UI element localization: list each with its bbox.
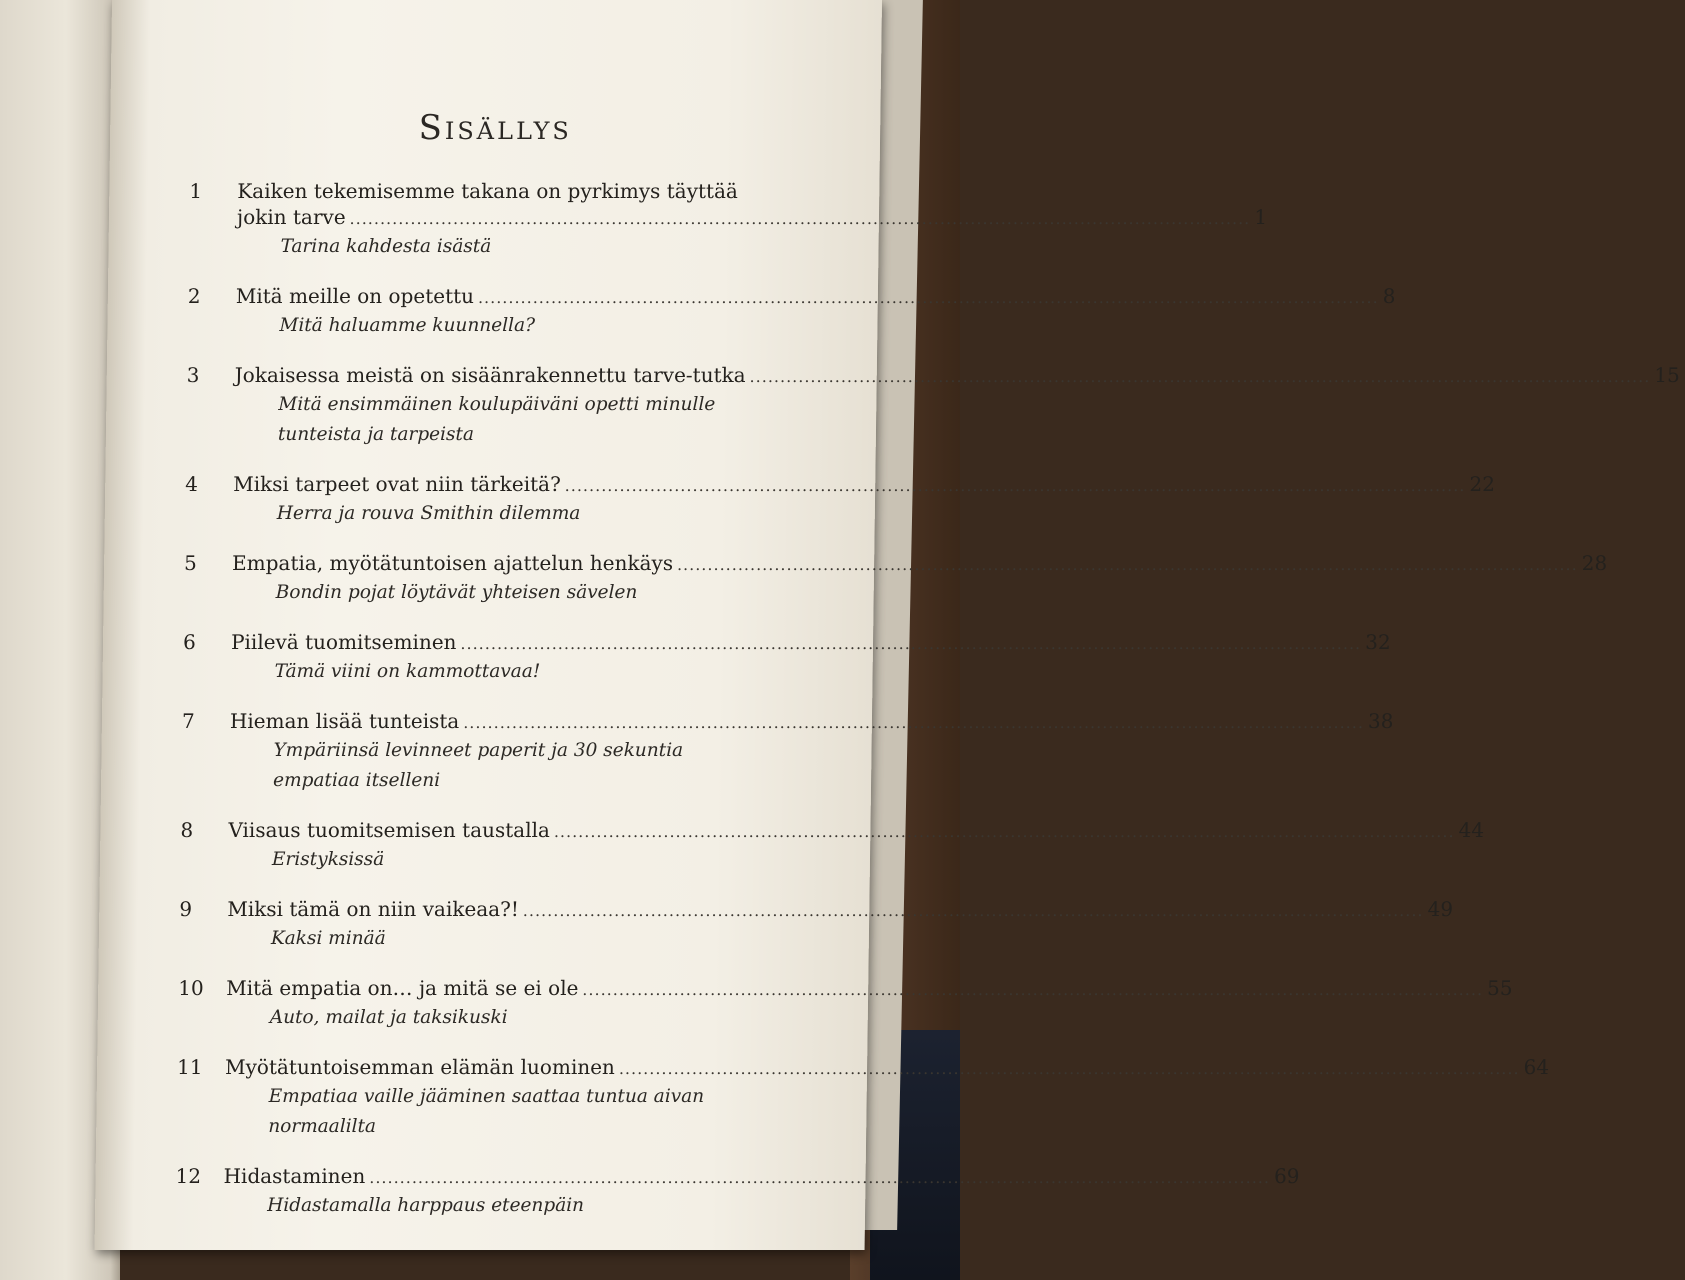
chapter-number: 5 (183, 551, 198, 575)
chapter-subtitle: Eristyksissä (271, 849, 385, 870)
chapter-heading (224, 1054, 1550, 1082)
chapter-heading (226, 975, 1513, 1003)
page-number: 49 (1427, 897, 1454, 921)
chapter-title: Empatia, myötätuntoisen ajattelun henkäys (231, 551, 674, 575)
chapter-title: Miksi tämä on niin vaikeaa?! (227, 897, 520, 921)
chapter-title: Miksi tarpeet ovat niin tärkeitä? (233, 472, 561, 496)
chapter-subtitle: Mitä ensimmäinen koulupäiväni opetti minulle (278, 394, 716, 415)
toc-entry (183, 550, 1608, 608)
book-page (95, 0, 1680, 1250)
table-of-contents (175, 178, 1680, 1242)
chapter-heading (227, 896, 1454, 924)
toc-entry (185, 471, 1496, 529)
chapter-number: 6 (182, 630, 196, 654)
chapter-title: Mitä meille on opetettu (235, 284, 475, 308)
chapter-subtitle: Hidastamalla harppaus eteenpäin (267, 1195, 585, 1216)
chapter-heading (223, 1163, 1300, 1191)
chapter-subtitle: Ympäriinsä levinneet paperit ja 30 sekuntia (273, 740, 684, 761)
dot-leader: .................................................................................................................................................... (553, 822, 1455, 841)
dot-leader: .................................................................................................................................................... (618, 1059, 1520, 1078)
page-number: 8 (1382, 284, 1396, 308)
toc-entry (181, 708, 1394, 796)
page-number: 44 (1458, 818, 1485, 842)
chapter-subtitle: Bondin pojat löytävät yhteisen sävelen (275, 582, 638, 603)
dot-leader: .................................................................................................................................................... (463, 713, 1365, 732)
page-number: 28 (1581, 551, 1608, 575)
toc-entry (175, 1163, 1300, 1221)
chapter-number: 4 (185, 472, 199, 496)
toc-entry (187, 283, 1396, 341)
chapter-subtitle: tunteista ja tarpeista (277, 424, 475, 445)
dot-leader: .................................................................................................................................................... (564, 476, 1466, 495)
page-number: 64 (1523, 1055, 1550, 1079)
chapter-subtitle: empatiaa itselleni (272, 770, 441, 791)
chapter-heading (234, 362, 1680, 390)
toc-entry (176, 1054, 1550, 1142)
chapter-title: Jokaisessa meistä on sisäänrakennettu tarve-tutka (234, 363, 746, 387)
chapter-title: jokin tarve (236, 205, 346, 229)
chapter-subtitle: Herra ja rouva Smithin dilemma (276, 503, 581, 524)
chapter-heading (236, 204, 1268, 232)
chapter-heading (235, 283, 1396, 311)
chapter-subtitle: Tarina kahdesta isästä (280, 236, 492, 257)
chapter-number: 7 (181, 709, 195, 733)
chapter-title: Hidastaminen (223, 1164, 366, 1188)
page-number: 55 (1486, 976, 1513, 1000)
toc-entry (180, 817, 1485, 875)
toc-entry (186, 362, 1680, 450)
chapter-subtitle: Empatiaa vaille jääminen saattaa tuntua aivan (268, 1086, 705, 1107)
toc-entry (179, 896, 1454, 954)
chapter-number: 3 (186, 363, 200, 387)
chapter-number: 2 (187, 284, 201, 308)
chapter-heading (231, 550, 1608, 578)
dot-leader: .................................................................................................................................................... (369, 1168, 1271, 1187)
chapter-number: 9 (179, 897, 193, 921)
chapter-subtitle: Auto, mailat ja taksikuski (269, 1007, 508, 1028)
toc-entry (188, 178, 1268, 262)
page-number: 22 (1469, 472, 1496, 496)
page-number: 1 (1254, 205, 1268, 229)
dot-leader: .................................................................................................................................................... (477, 288, 1379, 307)
page-number: 32 (1365, 630, 1391, 654)
chapter-subtitle: Tämä viini on kammottavaa! (274, 661, 541, 682)
dot-leader: .................................................................................................................................................... (522, 901, 1424, 920)
chapter-heading (230, 629, 1391, 657)
chapter-subtitle: Mitä haluamme kuunnella? (279, 315, 536, 336)
dot-leader: .................................................................................................................................................... (676, 555, 1578, 574)
contents-title: Sisällys (418, 108, 573, 148)
dot-leader: .................................................................................................................................................... (749, 367, 1651, 386)
chapter-number: 12 (175, 1164, 202, 1188)
chapter-heading (233, 471, 1496, 499)
dot-leader: .................................................................................................................................................... (582, 980, 1484, 999)
chapter-title: Myötätuntoisemman elämän luominen (224, 1055, 616, 1079)
chapter-title: Piilevä tuomitseminen (230, 630, 457, 654)
chapter-number: 11 (176, 1055, 203, 1079)
chapter-heading (229, 708, 1394, 736)
dot-leader: .................................................................................................................................................... (460, 634, 1362, 653)
chapter-title-line: Kaiken tekemisemme takana on pyrkimys täyttää (237, 179, 739, 203)
chapter-number: 1 (189, 179, 203, 203)
chapter-subtitle: normaalilta (268, 1116, 377, 1137)
page-number: 38 (1367, 709, 1394, 733)
toc-entry (182, 629, 1391, 687)
chapter-title: Hieman lisää tunteista (229, 709, 460, 733)
chapter-title: Mitä empatia on… ja mitä se ei ole (226, 976, 579, 1000)
chapter-number: 10 (178, 976, 204, 1000)
chapter-heading (228, 817, 1485, 845)
chapter-subtitle: Kaksi minää (270, 928, 386, 949)
toc-entry (178, 975, 1513, 1033)
page-number: 15 (1654, 363, 1680, 387)
dot-leader: .................................................................................................................................................... (349, 209, 1251, 228)
chapter-title: Viisaus tuomitsemisen taustalla (228, 818, 551, 842)
chapter-number: 8 (180, 818, 194, 842)
page-number: 69 (1273, 1164, 1300, 1188)
